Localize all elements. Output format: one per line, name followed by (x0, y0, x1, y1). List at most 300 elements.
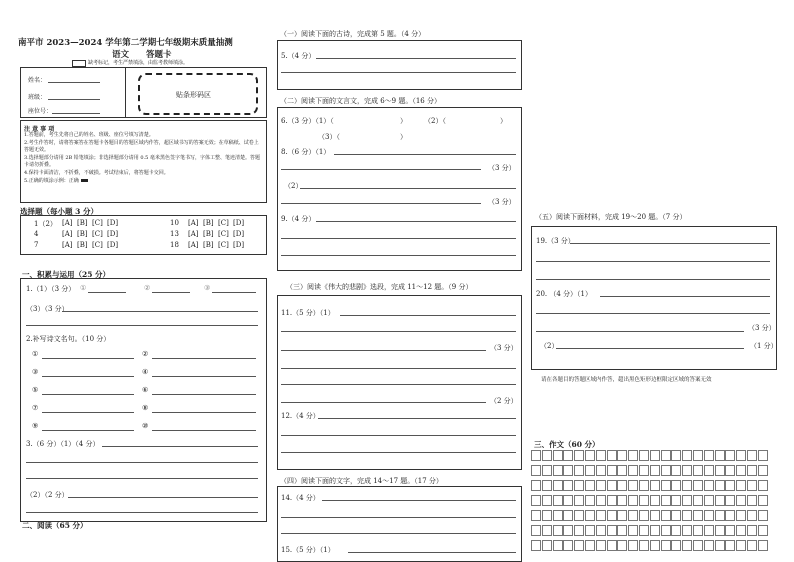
mc-option-bubble[interactable]: [B] (203, 230, 214, 238)
essay-cell[interactable] (542, 450, 552, 461)
essay-cell[interactable] (736, 540, 746, 551)
essay-cell[interactable] (736, 450, 746, 461)
essay-cell[interactable] (607, 525, 617, 536)
essay-cell[interactable] (671, 510, 681, 521)
essay-cell[interactable] (585, 510, 595, 521)
essay-cell[interactable] (736, 510, 746, 521)
essay-cell[interactable] (574, 540, 584, 551)
essay-cell[interactable] (563, 450, 573, 461)
q9-label: 9.（4 分） (281, 215, 316, 223)
q3b-answer[interactable] (68, 497, 258, 498)
mc-option-bubble[interactable]: [D] (107, 219, 119, 227)
q11-answer-5[interactable] (281, 384, 516, 385)
q20-answer-3[interactable] (536, 331, 744, 332)
essay-cell[interactable] (682, 525, 692, 536)
subject-label: 语文 (112, 50, 130, 60)
essay-cell[interactable] (531, 510, 541, 521)
essay-cell[interactable] (704, 540, 714, 551)
q2-circle-number: ⑨ (32, 422, 39, 430)
essay-cell[interactable] (585, 525, 595, 536)
essay-cell[interactable] (628, 510, 638, 521)
essay-cell[interactable] (628, 465, 638, 476)
mc-number: 18 (170, 241, 179, 249)
mc-title: 选择题（每小题 3 分） (20, 207, 98, 216)
essay-cell[interactable] (617, 495, 627, 506)
absent-mark-box[interactable] (72, 60, 86, 67)
boundary-warning: 请在各题目的答题区域内作答，超出黑色矩形边框限定区域的答案无效 (541, 377, 712, 383)
q9-answer-2[interactable] (281, 238, 516, 239)
q14-answer-2[interactable] (281, 517, 516, 518)
q2-answer-line[interactable] (42, 430, 134, 431)
barcode-label: 贴条形码区 (176, 91, 211, 99)
essay-cell[interactable] (704, 450, 714, 461)
page-title: 南平市 2023—2024 学年第二学期七年级期末质量抽测 (18, 38, 233, 48)
mc-option-bubble[interactable]: [A] (188, 241, 199, 249)
essay-cell[interactable] (747, 525, 757, 536)
q1-answer-2[interactable] (152, 292, 190, 293)
q14-label: 14.（4 分） (281, 494, 320, 502)
q19-answer-3[interactable] (536, 279, 770, 280)
essay-cell[interactable] (628, 480, 638, 491)
essay-cell[interactable] (736, 465, 746, 476)
mc-option-bubble[interactable]: [C] (92, 241, 103, 249)
q8-answer[interactable] (334, 154, 516, 155)
q1-answer-1[interactable] (88, 292, 126, 293)
essay-cell[interactable] (617, 465, 627, 476)
q12-label: 12.（4 分） (281, 412, 320, 420)
essay-cell[interactable] (715, 480, 725, 491)
q5-label: 5.（4 分） (281, 52, 316, 60)
essay-cell[interactable] (639, 480, 649, 491)
essay-cell[interactable] (542, 495, 552, 506)
mc-option-bubble[interactable]: [A] (62, 241, 73, 249)
notes-list (24, 132, 262, 185)
essay-cell[interactable] (542, 465, 552, 476)
q5-answer[interactable] (316, 58, 516, 59)
essay-cell[interactable] (617, 540, 627, 551)
essay-cell[interactable] (704, 495, 714, 506)
q3-label: 3.（6 分）（1）（4 分） (26, 440, 100, 448)
essay-cell[interactable] (553, 495, 563, 506)
q14-answer[interactable] (322, 500, 516, 501)
essay-cell[interactable] (650, 510, 660, 521)
filled-example-icon (81, 179, 88, 182)
q20-2-answer[interactable] (556, 348, 744, 349)
essay-cell[interactable] (682, 495, 692, 506)
essay-cell[interactable] (585, 540, 595, 551)
q12-answer-3[interactable] (281, 452, 516, 453)
info-divider (125, 67, 126, 118)
s4-title: （四）阅读下面的文字，完成 14～17 题。（17 分） (280, 477, 443, 485)
mc-option-bubble[interactable]: [C] (218, 219, 229, 227)
q11-points-3: （3 分） (490, 344, 518, 352)
essay-cell[interactable] (715, 495, 725, 506)
q12-answer-2[interactable] (281, 435, 516, 436)
q2-answer-line[interactable] (42, 376, 134, 377)
essay-cell[interactable] (542, 525, 552, 536)
essay-cell[interactable] (607, 495, 617, 506)
essay-cell[interactable] (585, 495, 595, 506)
mc-option-bubble[interactable]: [C] (92, 219, 103, 227)
essay-cell[interactable] (639, 450, 649, 461)
essay-cell[interactable] (747, 450, 757, 461)
q14-answer-3[interactable] (281, 533, 516, 534)
q15-label: 15.（5 分）（1） (281, 546, 335, 554)
note-item: 2.考生作答时，请将答案答在答题卡各题目的答题区域内作答，超区域书写的答案无效；在草稿纸、试卷上答题无效。 (24, 139, 259, 154)
q1b-answer-2[interactable] (26, 325, 258, 326)
essay-cell[interactable] (574, 450, 584, 461)
mc-option-bubble[interactable]: [B] (203, 241, 214, 249)
q2-circle-number: ⑧ (142, 404, 149, 412)
essay-cell[interactable] (574, 480, 584, 491)
q2-answer-line[interactable] (42, 358, 134, 359)
q8-2-answer[interactable] (300, 188, 516, 189)
q19-answer-2[interactable] (536, 261, 770, 262)
essay-cell[interactable] (736, 525, 746, 536)
seat-label: 座位号： (28, 108, 53, 115)
essay-cell[interactable] (725, 540, 735, 551)
essay-cell[interactable] (715, 510, 725, 521)
essay-cell[interactable] (661, 495, 671, 506)
q20-answer[interactable] (600, 296, 770, 297)
essay-cell[interactable] (650, 480, 660, 491)
essay-cell[interactable] (542, 480, 552, 491)
q2-circle-number: ① (32, 350, 39, 358)
essay-cell[interactable] (661, 465, 671, 476)
section1-box (20, 278, 267, 522)
essay-cell[interactable] (693, 480, 703, 491)
q8-2-answer-2[interactable] (281, 203, 481, 204)
essay-cell[interactable] (693, 525, 703, 536)
q5-answer-2[interactable] (281, 72, 516, 73)
essay-cell[interactable] (715, 450, 725, 461)
q1-c1: ① (80, 284, 87, 292)
essay-cell[interactable] (607, 540, 617, 551)
notes-title: 注 意 事 项 (24, 126, 55, 133)
essay-cell[interactable] (661, 480, 671, 491)
essay-cell[interactable] (639, 465, 649, 476)
name-label: 姓名： (28, 77, 47, 84)
essay-cell[interactable] (671, 480, 681, 491)
essay-cell[interactable] (607, 480, 617, 491)
essay-cell[interactable] (617, 480, 627, 491)
essay-cell[interactable] (596, 465, 606, 476)
essay-cell[interactable] (661, 525, 671, 536)
essay-cell[interactable] (671, 540, 681, 551)
essay-cell[interactable] (596, 540, 606, 551)
q2-label: 2.补写诗文名句。（10 分） (26, 335, 111, 343)
essay-cell[interactable] (563, 540, 573, 551)
mc-option-bubble[interactable]: [A] (188, 219, 199, 227)
q11-answer[interactable] (340, 315, 516, 316)
mc-option-bubble[interactable]: [D] (107, 230, 119, 238)
essay-cell[interactable] (650, 465, 660, 476)
essay-cell[interactable] (628, 540, 638, 551)
essay-cell[interactable] (531, 450, 541, 461)
q11-answer-4[interactable] (281, 368, 516, 369)
essay-cell[interactable] (671, 450, 681, 461)
essay-cell[interactable] (747, 465, 757, 476)
essay-cell[interactable] (617, 510, 627, 521)
q8-answer-2[interactable] (281, 169, 481, 170)
q1-label: 1.（1）（3 分） (26, 285, 76, 293)
mc-option-bubble[interactable]: [D] (107, 241, 119, 249)
mc-option-bubble[interactable]: [C] (92, 230, 103, 238)
q12-answer[interactable] (318, 418, 516, 419)
q11-label: 11.（5 分）（1） (281, 309, 335, 317)
q3-answer[interactable] (102, 446, 258, 447)
essay-cell[interactable] (585, 450, 595, 461)
essay-cell[interactable] (725, 495, 735, 506)
q3-answer-2[interactable] (26, 462, 258, 463)
essay-cell[interactable] (671, 525, 681, 536)
q6-label: 6.（3 分）（1）（ (281, 117, 334, 125)
essay-cell[interactable] (758, 450, 768, 461)
q8-2-points: （3 分） (488, 198, 516, 206)
q11-answer-2[interactable] (281, 331, 516, 332)
q11-answer-3[interactable] (281, 350, 486, 351)
essay-cell[interactable] (747, 480, 757, 491)
s3-box (277, 295, 522, 470)
q3-answer-3[interactable] (26, 478, 258, 479)
essay-cell[interactable] (661, 450, 671, 461)
mc-option-bubble[interactable]: [D] (233, 219, 245, 227)
s1-box (277, 40, 522, 90)
essay-cell[interactable] (639, 540, 649, 551)
mc-option-bubble[interactable]: [B] (77, 241, 88, 249)
essay-cell[interactable] (563, 495, 573, 506)
class-label: 班级： (28, 94, 47, 101)
essay-cell[interactable] (553, 540, 563, 551)
q2-answer-line[interactable] (152, 394, 256, 395)
essay-cell[interactable] (596, 510, 606, 521)
essay-cell[interactable] (563, 465, 573, 476)
q19-answer[interactable] (570, 243, 770, 244)
note-item (24, 178, 262, 186)
essay-cell[interactable] (553, 525, 563, 536)
q1b-label: （3）（3 分） (26, 305, 69, 313)
essay-cell[interactable] (704, 480, 714, 491)
class-field[interactable] (48, 99, 100, 100)
essay-cell[interactable] (747, 540, 757, 551)
essay-cell[interactable] (682, 540, 692, 551)
q11-answer-6[interactable] (281, 402, 486, 403)
essay-cell[interactable] (704, 525, 714, 536)
essay-cell[interactable] (639, 510, 649, 521)
essay-cell[interactable] (628, 495, 638, 506)
essay-cell[interactable] (758, 495, 768, 506)
q3b-label: （2）（2 分） (26, 491, 69, 499)
q3b-answer-2[interactable] (26, 512, 258, 513)
essay-cell[interactable] (715, 540, 725, 551)
essay-title: 三、作文（60 分） (534, 440, 600, 449)
essay-cell[interactable] (639, 525, 649, 536)
essay-cell[interactable] (671, 465, 681, 476)
essay-cell[interactable] (531, 480, 541, 491)
q19-label: 19.（3 分） (536, 237, 575, 245)
essay-cell[interactable] (596, 525, 606, 536)
mc-option-bubble[interactable]: [C] (218, 230, 229, 238)
essay-cell[interactable] (607, 450, 617, 461)
essay-cell[interactable] (650, 525, 660, 536)
essay-cell[interactable] (585, 465, 595, 476)
essay-cell[interactable] (628, 525, 638, 536)
essay-cell[interactable] (563, 525, 573, 536)
mc-option-bubble[interactable]: [D] (233, 230, 245, 238)
essay-cell[interactable] (574, 465, 584, 476)
mc-number: 4 (34, 230, 39, 238)
essay-cell[interactable] (574, 525, 584, 536)
q9-answer-3[interactable] (281, 255, 516, 256)
card-label: 答题卡 (146, 50, 172, 60)
essay-cell[interactable] (596, 480, 606, 491)
mc-number: 7 (34, 241, 39, 249)
mc-option-bubble[interactable]: [C] (218, 241, 229, 249)
essay-cell[interactable] (650, 495, 660, 506)
essay-cell[interactable] (693, 495, 703, 506)
q8-2-label: （2） (284, 182, 303, 190)
q6-2-label: （2）（ (424, 117, 446, 125)
s3-title: （三）阅读《伟大的悲剧》选段，完成 11～12 题。（9 分） (286, 283, 473, 291)
q11-points-2: （2 分） (490, 397, 518, 405)
q1-answer-3[interactable] (212, 292, 256, 293)
essay-cell[interactable] (531, 465, 541, 476)
essay-cell[interactable] (553, 510, 563, 521)
essay-cell[interactable] (758, 510, 768, 521)
mc-option-bubble[interactable]: [A] (62, 219, 73, 227)
essay-cell[interactable] (531, 540, 541, 551)
q8-label: 8.（6 分）（1） (281, 148, 331, 156)
essay-cell[interactable] (531, 525, 541, 536)
q2-answer-line[interactable] (152, 358, 256, 359)
q20-label: 20. （4 分）（1） (536, 290, 592, 298)
q20-points-1: （1 分） (750, 342, 778, 350)
mc-number: 1（2） (34, 220, 57, 228)
s5-title: （五）阅读下面材料，完成 19～20 题。（7 分） (535, 213, 687, 221)
note-item: 3.选择题部分请用 2B 铅笔填涂；非选择题部分请用 0.5 毫米黑色签字笔书写，字体工整、笔迹清楚。答题卡请勿折叠。 (24, 154, 260, 169)
q2-circle-number: ⑩ (142, 422, 149, 430)
q2-circle-number: ⑥ (142, 386, 149, 394)
note-item: 1.答题前，考生先将自己的姓名、班级、座位号填写清楚。 (24, 132, 154, 138)
q2-circle-number: ④ (142, 368, 149, 376)
q8-points: （3 分） (488, 164, 516, 172)
essay-cell[interactable] (758, 465, 768, 476)
essay-cell[interactable] (607, 465, 617, 476)
q1-c2: ② (144, 284, 151, 292)
essay-cell[interactable] (563, 510, 573, 521)
q20-points-3: （3 分） (748, 324, 776, 332)
essay-cell[interactable] (693, 540, 703, 551)
essay-cell[interactable] (574, 510, 584, 521)
essay-cell[interactable] (736, 495, 746, 506)
note-item: 4.保持卡面清洁，不折叠，不破损。考试结束后，将答题卡交回。 (24, 169, 169, 176)
essay-cell[interactable] (542, 540, 552, 551)
essay-cell[interactable] (693, 450, 703, 461)
essay-cell[interactable] (542, 510, 552, 521)
q20-2-label: （2） (540, 342, 559, 350)
mc-option-bubble[interactable]: [A] (62, 230, 73, 238)
essay-cell[interactable] (682, 480, 692, 491)
essay-cell[interactable] (574, 495, 584, 506)
q2-answer-line[interactable] (42, 412, 134, 413)
mc-option-bubble[interactable]: [B] (77, 219, 88, 227)
q2-answer-line[interactable] (152, 376, 256, 377)
mc-block (20, 215, 267, 255)
seat-field[interactable] (52, 113, 100, 114)
essay-cell[interactable] (725, 465, 735, 476)
mc-option-bubble[interactable]: [B] (77, 230, 88, 238)
q6-close-2: ） (500, 117, 507, 125)
essay-cell[interactable] (553, 450, 563, 461)
mc-option-bubble[interactable]: [A] (188, 230, 199, 238)
essay-cell[interactable] (596, 450, 606, 461)
essay-cell[interactable] (650, 450, 660, 461)
essay-cell[interactable] (693, 510, 703, 521)
essay-cell[interactable] (736, 480, 746, 491)
essay-cell[interactable] (617, 450, 627, 461)
essay-cell[interactable] (661, 540, 671, 551)
essay-cell[interactable] (617, 525, 627, 536)
essay-cell[interactable] (693, 465, 703, 476)
mc-option-bubble[interactable]: [D] (233, 241, 245, 249)
section2-title: 二、阅读（65 分） (22, 521, 88, 530)
essay-cell[interactable] (671, 495, 681, 506)
q1-c3: ③ (204, 284, 211, 292)
essay-cell[interactable] (531, 495, 541, 506)
essay-cell[interactable] (725, 525, 735, 536)
essay-cell[interactable] (607, 510, 617, 521)
essay-cell[interactable] (747, 495, 757, 506)
essay-cell[interactable] (661, 510, 671, 521)
essay-cell[interactable] (715, 525, 725, 536)
essay-cell[interactable] (704, 510, 714, 521)
q6-close-1: ） (400, 117, 407, 125)
essay-cell[interactable] (725, 450, 735, 461)
essay-cell[interactable] (585, 480, 595, 491)
q9-answer[interactable] (316, 221, 516, 222)
essay-cell[interactable] (704, 465, 714, 476)
essay-cell[interactable] (639, 495, 649, 506)
essay-cell[interactable] (758, 480, 768, 491)
essay-cell[interactable] (758, 525, 768, 536)
q1b-answer[interactable] (62, 311, 258, 312)
q6-close-3: ） (400, 133, 407, 141)
essay-cell[interactable] (563, 480, 573, 491)
essay-cell[interactable] (725, 510, 735, 521)
essay-cell[interactable] (715, 465, 725, 476)
essay-cell[interactable] (725, 480, 735, 491)
essay-cell[interactable] (682, 450, 692, 461)
essay-cell[interactable] (553, 480, 563, 491)
essay-cell[interactable] (628, 450, 638, 461)
essay-cell[interactable] (650, 540, 660, 551)
s1-title: （一）阅读下面的古诗，完成第 5 题。（4 分） (280, 30, 426, 38)
q2-circle-number: ② (142, 350, 149, 358)
essay-cell[interactable] (682, 465, 692, 476)
essay-cell[interactable] (682, 510, 692, 521)
essay-cell[interactable] (553, 465, 563, 476)
q2-answer-line[interactable] (152, 412, 256, 413)
name-field[interactable] (48, 82, 100, 83)
q2-answer-line[interactable] (42, 394, 134, 395)
essay-cell[interactable] (596, 495, 606, 506)
essay-cell[interactable] (758, 540, 768, 551)
q15-answer[interactable] (348, 552, 516, 553)
essay-cell[interactable] (747, 510, 757, 521)
q20-answer-2[interactable] (536, 313, 770, 314)
q2-answer-line[interactable] (152, 430, 256, 431)
mc-option-bubble[interactable]: [B] (203, 219, 214, 227)
